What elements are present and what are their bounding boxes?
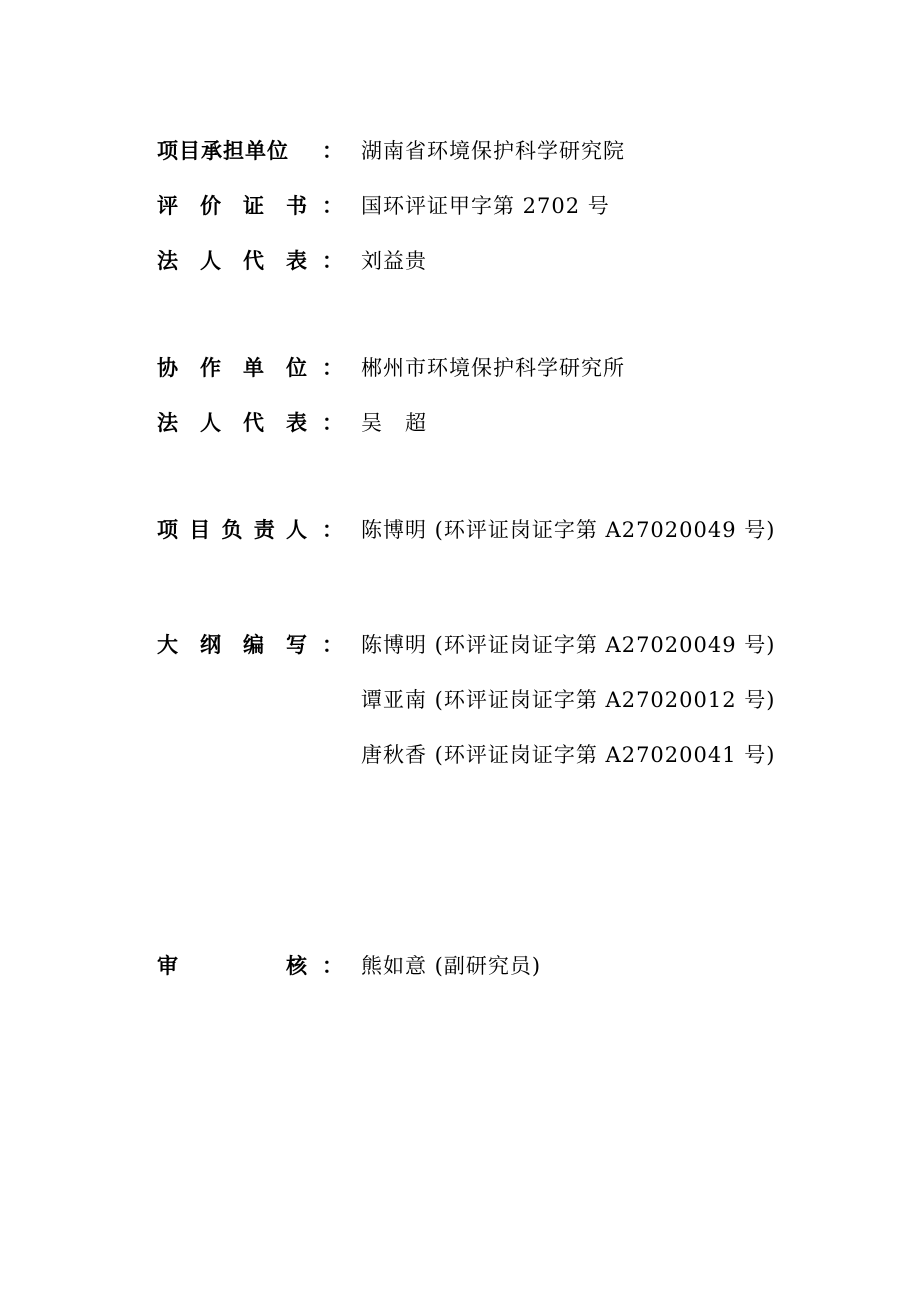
row-outline-authors [0, 627, 920, 663]
cooperating-legal-representative-label [157, 405, 307, 441]
label-char: 作 [200, 356, 221, 380]
cooperating-unit-value: 郴州市环境保护科学研究所 [361, 356, 625, 380]
label-char: 协 [157, 356, 178, 380]
colon: ： [322, 411, 343, 435]
colon: ： [322, 633, 343, 657]
label-char: 位 [286, 356, 307, 380]
row-reviewer [0, 948, 920, 984]
outline-author-1: 陈博明 (环评证岗证字第 A27020049 号) [361, 633, 776, 657]
label-char: 证 [243, 194, 264, 218]
project-undertaker-label-text: 项目承担单位 [157, 139, 289, 163]
row-project-leader [0, 512, 920, 548]
label-char: 大 [157, 633, 178, 657]
label-char: 人 [200, 249, 221, 273]
label-char: 表 [286, 411, 307, 435]
label-char: 核 [286, 954, 307, 978]
colon: ： [322, 954, 343, 978]
label-char: 目 [189, 518, 211, 542]
label-char: 表 [286, 249, 307, 273]
outline-author-3: 唐秋香 (环评证岗证字第 A27020041 号) [361, 743, 776, 767]
label-char: 法 [157, 411, 178, 435]
label-char: 人 [286, 518, 307, 542]
row-assessment-certificate [0, 188, 920, 224]
colon: ： [322, 139, 343, 163]
assessment-certificate-value: 国环评证甲字第 2702 号 [361, 194, 610, 218]
outline-authors-label [157, 627, 307, 663]
row-project-undertaker [0, 133, 920, 169]
outline-author-2: 谭亚南 (环评证岗证字第 A27020012 号) [361, 688, 776, 712]
project-leader-value: 陈博明 (环评证岗证字第 A27020049 号) [361, 518, 776, 542]
reviewer-label [157, 948, 307, 984]
reviewer-value: 熊如意 (副研究员) [361, 954, 542, 978]
project-leader-label [157, 512, 307, 548]
assessment-certificate-label [157, 188, 307, 224]
label-char: 审 [157, 954, 178, 978]
legal-representative-value: 刘益贵 [361, 249, 427, 273]
row-outline-author-3 [0, 737, 920, 773]
label-char: 书 [286, 194, 307, 218]
label-char: 负 [221, 518, 243, 542]
label-char: 写 [286, 633, 307, 657]
project-undertaker-label [157, 133, 307, 169]
label-char: 人 [200, 411, 221, 435]
label-char: 评 [157, 194, 178, 218]
label-char: 代 [243, 411, 264, 435]
label-char: 单 [243, 356, 264, 380]
colon: ： [322, 356, 343, 380]
label-char: 纲 [200, 633, 221, 657]
label-char: 法 [157, 249, 178, 273]
row-outline-author-2 [0, 682, 920, 718]
label-char: 代 [243, 249, 264, 273]
colon: ： [322, 518, 343, 542]
row-cooperating-legal-representative [0, 405, 920, 441]
label-char: 责 [253, 518, 275, 542]
cooperating-unit-label [157, 350, 307, 386]
row-legal-representative [0, 243, 920, 279]
label-char: 价 [200, 194, 221, 218]
project-undertaker-value: 湖南省环境保护科学研究院 [361, 139, 625, 163]
label-char: 编 [243, 633, 264, 657]
legal-representative-label [157, 243, 307, 279]
cooperating-legal-representative-value: 吴 超 [361, 411, 427, 435]
row-cooperating-unit [0, 350, 920, 386]
label-char: 项 [157, 518, 178, 542]
colon: ： [322, 249, 343, 273]
colon: ： [322, 194, 343, 218]
